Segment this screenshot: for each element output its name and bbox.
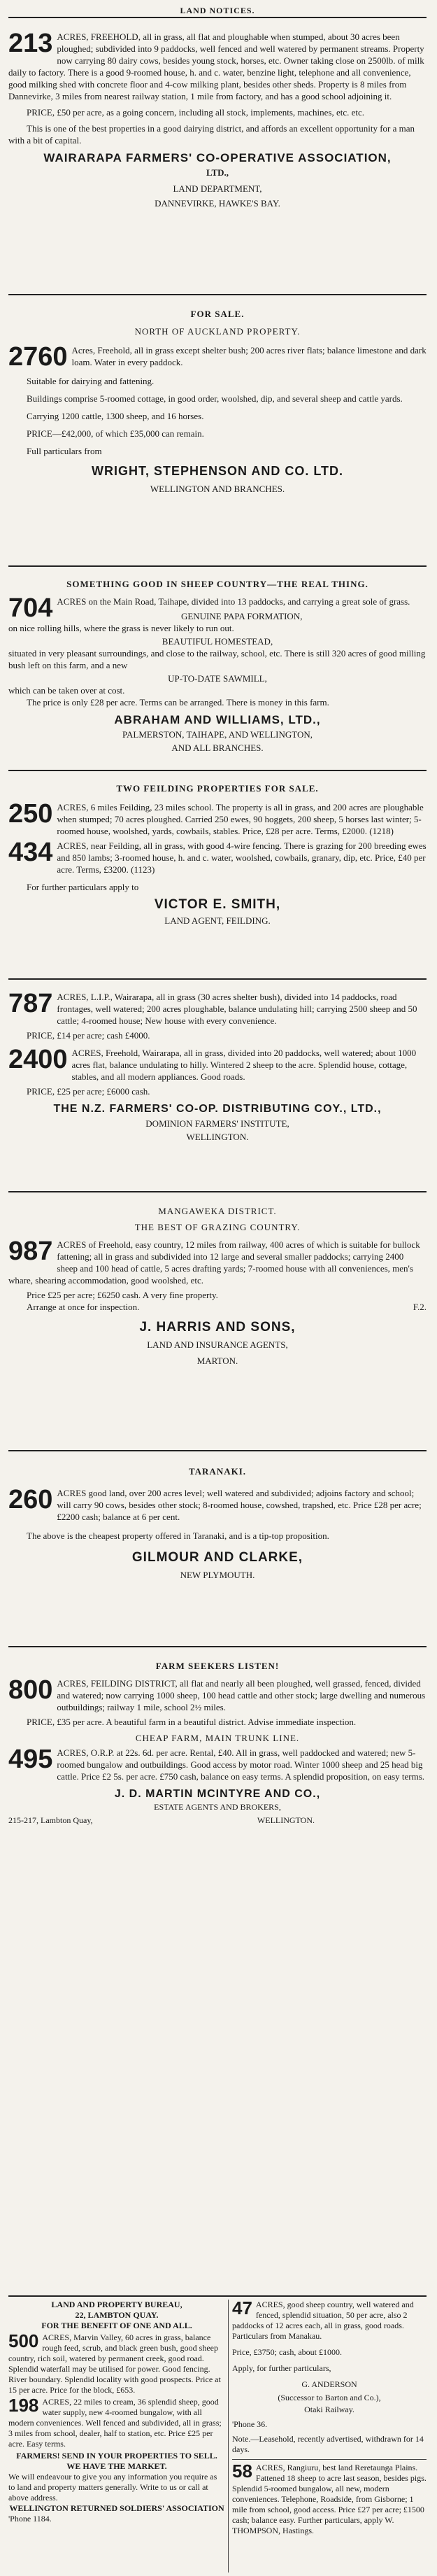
ad-heading: FARM SEEKERS LISTEN!: [155, 1661, 280, 1671]
ad-heading: FOR THE BENEFIT OF ONE AND ALL.: [41, 2321, 192, 2330]
ad-land-bureau: [8, 2300, 225, 2524]
ad-institute: DOMINION FARMERS' INSTITUTE,: [145, 1118, 289, 1129]
ad-body: ACRES, 6 miles Feilding, 23 miles school. The property is all in grass, and 200 acres are ploughable when stumped; 70 acres ploughed. Carried 250 ewes, 90 hoggets, 200 sheep, 5 horses last winter; 5-roomed house, woolshed, yards, cowbails, stables. Price, £28 per acre. Terms, £2000. (1218): [57, 802, 424, 836]
ad-suitable: Suitable for dairying and fattening.: [27, 376, 155, 386]
ad-body: We will endeavour to give you any information you require as to land and property matters generally. Write to us or call at above address.: [8, 2472, 217, 2503]
divider: [8, 770, 427, 771]
ad-body: ACRES good land, over 200 acres level; well watered and subdivided; adjoins factory and school; will carry 90 cows, besides other stock; 8-roomed house, cowshed, trapshed, etc. Price £28 per acre; £2200 cash; balance at 6 per cent.: [57, 1488, 422, 1522]
ad-body: situated in very pleasant surroundings, and close to the railway, school, etc. There is still 320 acres of good milling bush left on this farm, and a new: [8, 648, 426, 670]
column-divider: [228, 2300, 229, 2573]
ad-body: ACRES, L.I.P., Wairarapa, all in grass (30 acres shelter bush), divided into 14 paddocks, road frontages, well watered; 200 acres ploughable, balance undulating hill; carrying 2500 sheep and 50 cattle; 4-roomed house; New house with every convenience.: [57, 992, 417, 1026]
ad-body: ACRES, FEILDING DISTRICT, all flat and nearly all been ploughed, well grassed, fenced, divided and watered; now carrying 1000 sheep, 100 head cattle and other stock; large dwelling and numerous outbuildings; railway 1 mile, school 2½ miles.: [57, 1678, 426, 1712]
ad-highlight: BEAUTIFUL HOMESTEAD,: [162, 636, 273, 647]
ad-subheading: NORTH OF AUCKLAND PROPERTY.: [134, 326, 301, 337]
ad-agent-branches: AND ALL BRANCHES.: [171, 742, 264, 753]
ad-agent-place: LAND AGENT, FEILDING.: [164, 915, 271, 926]
ad-agent: G. ANDERSON: [301, 2379, 357, 2389]
ad-agent: GILMOUR AND CLARKE,: [131, 1550, 303, 1565]
ad-company: THE N.Z. FARMERS' CO-OP. DISTRIBUTING COY., LTD.,: [53, 1103, 382, 1115]
ad-body: ACRES, good sheep country, well watered and fenced, splendid situation, 50 per acre, also 2 paddocks of 12 acres each, all in grass, good roads. Particulars from Manakau.: [232, 2300, 414, 2341]
ad-price: Price £25 per acre; £6250 cash. A very fine property.: [27, 1290, 218, 1300]
ad-agent: VICTOR E. SMITH,: [154, 897, 281, 912]
ad-heading: FOR SALE.: [190, 309, 245, 319]
ad-phone: 'Phone 36.: [232, 2419, 268, 2429]
ad-number: 704: [8, 593, 53, 623]
divider: [8, 978, 427, 980]
ad-place: DANNEVIRKE, HAWKE'S BAY.: [155, 198, 280, 209]
ad-heading: SOMETHING GOOD IN SHEEP COUNTRY—THE REAL THING.: [66, 579, 368, 589]
ad-agent-place: WELLINGTON AND BRANCHES.: [150, 484, 285, 494]
ad-heading: 22, LAMBTON QUAY.: [75, 2310, 159, 2320]
ad-heading: MANGAWEKA DISTRICT.: [158, 1206, 277, 1216]
ad-number: 213: [8, 29, 53, 58]
ad-price: PRICE, £14 per acre; cash £4000.: [27, 1030, 150, 1041]
ad-price: The price is only £28 per acre. Terms can be arranged. There is money in this farm.: [27, 697, 329, 708]
ad-taranaki: [8, 1465, 427, 1581]
ad-apply: Apply, for further particulars,: [232, 2363, 331, 2373]
ad-body: ACRES, 22 miles to cream, 36 splendid sheep, good water supply, new 4-roomed bungalow, with all modern conveniences. Well fenced and subdivided, all in grass; 3 miles from school, dealer, half to station, etc. Price £25 per acre. Easy terms.: [8, 2397, 222, 2449]
ad-carrying: Carrying 1200 cattle, 1300 sheep, and 16 horses.: [27, 411, 204, 421]
ad-price: PRICE, £25 per acre; £6000 cash.: [27, 1086, 150, 1097]
ad-body: ACRES, Freehold, Wairarapa, all in grass, divided into 20 paddocks, well watered; about 1000 acres flat, balance undulating to hilly. Wintered 2 sheep to the acre. Splendid house, cottage, stables, and all modern appliances. Good roads.: [71, 1048, 417, 1082]
ad-agent: WELLINGTON RETURNED SOLDIERS' ASSOCIATION: [9, 2503, 224, 2513]
ad-agent-sub: LAND AND INSURANCE AGENTS,: [147, 1339, 288, 1350]
ad-number: 2400: [8, 1045, 68, 1074]
ad-company: WAIRARAPA FARMERS' CO-OPERATIVE ASSOCIATION,: [43, 151, 392, 164]
ad-body: on nice rolling hills, where the grass is never likely to run out.: [8, 623, 234, 633]
ad-body: ACRES on the Main Road, Taihape, divided into 13 paddocks, and carrying a great sole of grass.: [57, 596, 410, 607]
divider: [8, 1646, 427, 1647]
divider: [232, 2459, 427, 2460]
ad-body: ACRES, Marvin Valley, 60 acres in grass, balance rough feed, scrub, and black green bush, good sheep country, rich soil, watered by permanent creek, good road. Splendid waterfall may be utilised for power. Good fencing. River boundary. Splendid locality with good prospects. Price at 15 per acre. Price for the block, £653.: [8, 2332, 221, 2395]
ad-price: PRICE, £50 per acre, as a going concern, including all stock, implements, machines, etc. etc.: [27, 107, 365, 118]
ad-department: LAND DEPARTMENT,: [173, 183, 262, 194]
ad-highlight: UP-TO-DATE SAWMILL,: [168, 673, 267, 684]
ad-number: 260: [8, 1485, 53, 1514]
ad-number: 495: [8, 1745, 53, 1774]
ad-body: ACRES, O.R.P. at 22s. 6d. per acre. Rental, £40. All in grass, well paddocked and watered; new 5-roomed bungalow and outbuildings. Good access by motor road. Winter 1000 sheep and 25 head big cattle. Price £2 5s. per acre. £750 cash, balance on easy terms. A splendid proposition, on easy terms.: [57, 1747, 425, 1782]
ad-phone: 'Phone 1184.: [8, 2514, 52, 2524]
ad-agent-sub: (Successor to Barton and Co.),: [278, 2393, 381, 2402]
ad-heading: LAND AND PROPERTY BUREAU,: [51, 2300, 182, 2309]
ad-farm-seekers: [8, 1660, 427, 1827]
ad-note: Note.—Leasehold, recently advertised, withdrawn for 14 days.: [232, 2434, 424, 2454]
ad-arrange: Arrange at once for inspection. F.2.: [27, 1302, 427, 1312]
ad-feilding: [8, 782, 427, 927]
ad-price: PRICE, £35 per acre. A beautiful farm in a beautiful district. Advise immediate inspection.: [27, 1717, 357, 1727]
section-header: [8, 4, 427, 17]
ad-number: 198: [8, 2395, 39, 2416]
ad-particulars: Full particulars from: [27, 446, 102, 456]
ad-number: 500: [8, 2330, 39, 2351]
ad-number: 250: [8, 799, 53, 829]
divider: [8, 2295, 427, 2297]
ad-agent: WRIGHT, STEPHENSON AND CO. LTD.: [91, 464, 343, 478]
ad-mangaweka: [8, 1205, 427, 1367]
ad-note: The above is the cheapest property offered in Taranaki, and is a tip-top proposition.: [27, 1530, 329, 1541]
ad-number: 47: [232, 2297, 252, 2318]
ad-subheading: THE BEST OF GRAZING COUNTRY.: [134, 1222, 301, 1232]
ad-number: 800: [8, 1675, 53, 1705]
ad-agent: J. D. MARTIN MCINTYRE AND CO.,: [114, 1788, 321, 1800]
divider: [8, 1450, 427, 1451]
divider: [8, 1191, 427, 1192]
ad-body: which can be taken over at cost.: [8, 685, 125, 696]
ad-body: ACRES, near Feilding, all in grass, with good 4-wire fencing. There is grazing for 200 breeding ewes and 850 lambs; 3-roomed house, h. and c. water, woolshed, cowbails, granary, dip, etc. Price, £40 per acre. Terms, £3200. (1123): [57, 840, 427, 875]
ad-body: ACRES, FREEHOLD, all in grass, all flat and ploughable when stumped, about 30 acres been ploughed; subdivided into 9 paddocks, well fenced and well watered by permanent streams. Property now carrying 80 dairy cows, besides young stock, horses, etc. Owner taking close on 2500lb. of milk daily to factory. There is a good 9-roomed house, h. and c. water, benzine light, telephone and all convenience, good milking shed with concrete floor and 4-cow milking plant, besides other sheds. Property is 8 miles from Dannevirke, 3 miles from nearest railway station, 1 mile from factory, and has a good school adjoining it.: [8, 31, 424, 101]
ad-reference: F.2.: [413, 1302, 427, 1312]
bottom-columns: [8, 2297, 427, 2573]
ad-number: 787: [8, 989, 53, 1018]
ad-taihape: [8, 578, 427, 754]
ad-number: 434: [8, 838, 53, 867]
ad-agent-place: MARTON.: [196, 1356, 238, 1366]
ad-agent: ABRAHAM AND WILLIAMS, LTD.,: [114, 713, 321, 726]
ad-dannevirke: [8, 31, 427, 209]
ad-note: This is one of the best properties in a good dairying district, and affords an excellent opportunity for a man with a bit of capital.: [8, 123, 415, 146]
divider: [8, 17, 427, 18]
ad-agent-address: 215-217, Lambton Quay, WELLINGTON.: [8, 1815, 315, 1825]
ad-body: Acres, Freehold, all in grass except shelter bush; 200 acres river flats; balance limestone and dark loam. Water in every paddock.: [71, 345, 427, 367]
divider: [8, 294, 427, 295]
ad-place: WELLINGTON.: [186, 1132, 249, 1142]
ad-callout: FARMERS! SEND IN YOUR PROPERTIES TO SELL.: [16, 2451, 217, 2461]
ad-body: ACRES, Rangiuru, best land Reretaunga Plains. Fattened 18 sheep to acre last season, besides pigs. Splendid 5-roomed bungalow, all new, modern conveniences. Telephone, Roadside, from Gisborne; 1 mile from school, good access. Price £27 per acre; £1500 cash; balance easy. Further particulars, apply W. THOMPSON, Hastings.: [232, 2463, 427, 2535]
ad-company-ltd: LTD.,: [206, 167, 229, 178]
ad-price: Price, £3750; cash, about £1000.: [232, 2347, 342, 2357]
ad-price: PRICE—£42,000, of which £35,000 can remain.: [27, 428, 204, 439]
ad-number: 987: [8, 1237, 53, 1266]
ad-agent-place: Otaki Railway.: [304, 2405, 354, 2414]
page-title: LAND NOTICES.: [180, 6, 255, 15]
ad-north-auckland: [8, 308, 427, 495]
ad-heading: TARANAKI.: [188, 1466, 247, 1477]
ad-agent-place: NEW PLYMOUTH.: [180, 1570, 255, 1580]
ad-buildings: Buildings comprise 5-roomed cottage, in good order, woolshed, dip, and several sheep and cattle yards.: [27, 393, 403, 404]
ad-wairarapa: [8, 991, 427, 1143]
ad-body: ACRES of Freehold, easy country, 12 miles from railway, 400 acres of which is suitable for bullock fattening; all in grass and subdivided into 12 large and several smaller paddocks; carrying 2400 sheep and 100 head of cattle, 5 acres drafting yards; 7-roomed house with all conveniences, men's whare, shearing accommodation, good woolshed, etc.: [8, 1239, 420, 1286]
ad-highlight: GENUINE PAPA FORMATION,: [180, 611, 303, 621]
ad-heading: TWO FEILDING PROPERTIES FOR SALE.: [116, 783, 319, 794]
ad-particulars: For further particulars apply to: [27, 882, 139, 892]
divider: [8, 565, 427, 567]
ad-agent: J. HARRIS AND SONS,: [139, 1320, 296, 1335]
ad-agent-sub: ESTATE AGENTS AND BROKERS,: [154, 1802, 281, 1812]
ad-agent-place: PALMERSTON, TAIHAPE, AND WELLINGTON,: [122, 729, 313, 740]
ad-otaki: [232, 2297, 427, 2536]
ad-callout: WE HAVE THE MARKET.: [66, 2461, 167, 2471]
ad-number: 2760: [8, 342, 68, 372]
ad-number: 58: [232, 2461, 252, 2482]
ad-subheading: CHEAP FARM, MAIN TRUNK LINE.: [135, 1733, 300, 1743]
